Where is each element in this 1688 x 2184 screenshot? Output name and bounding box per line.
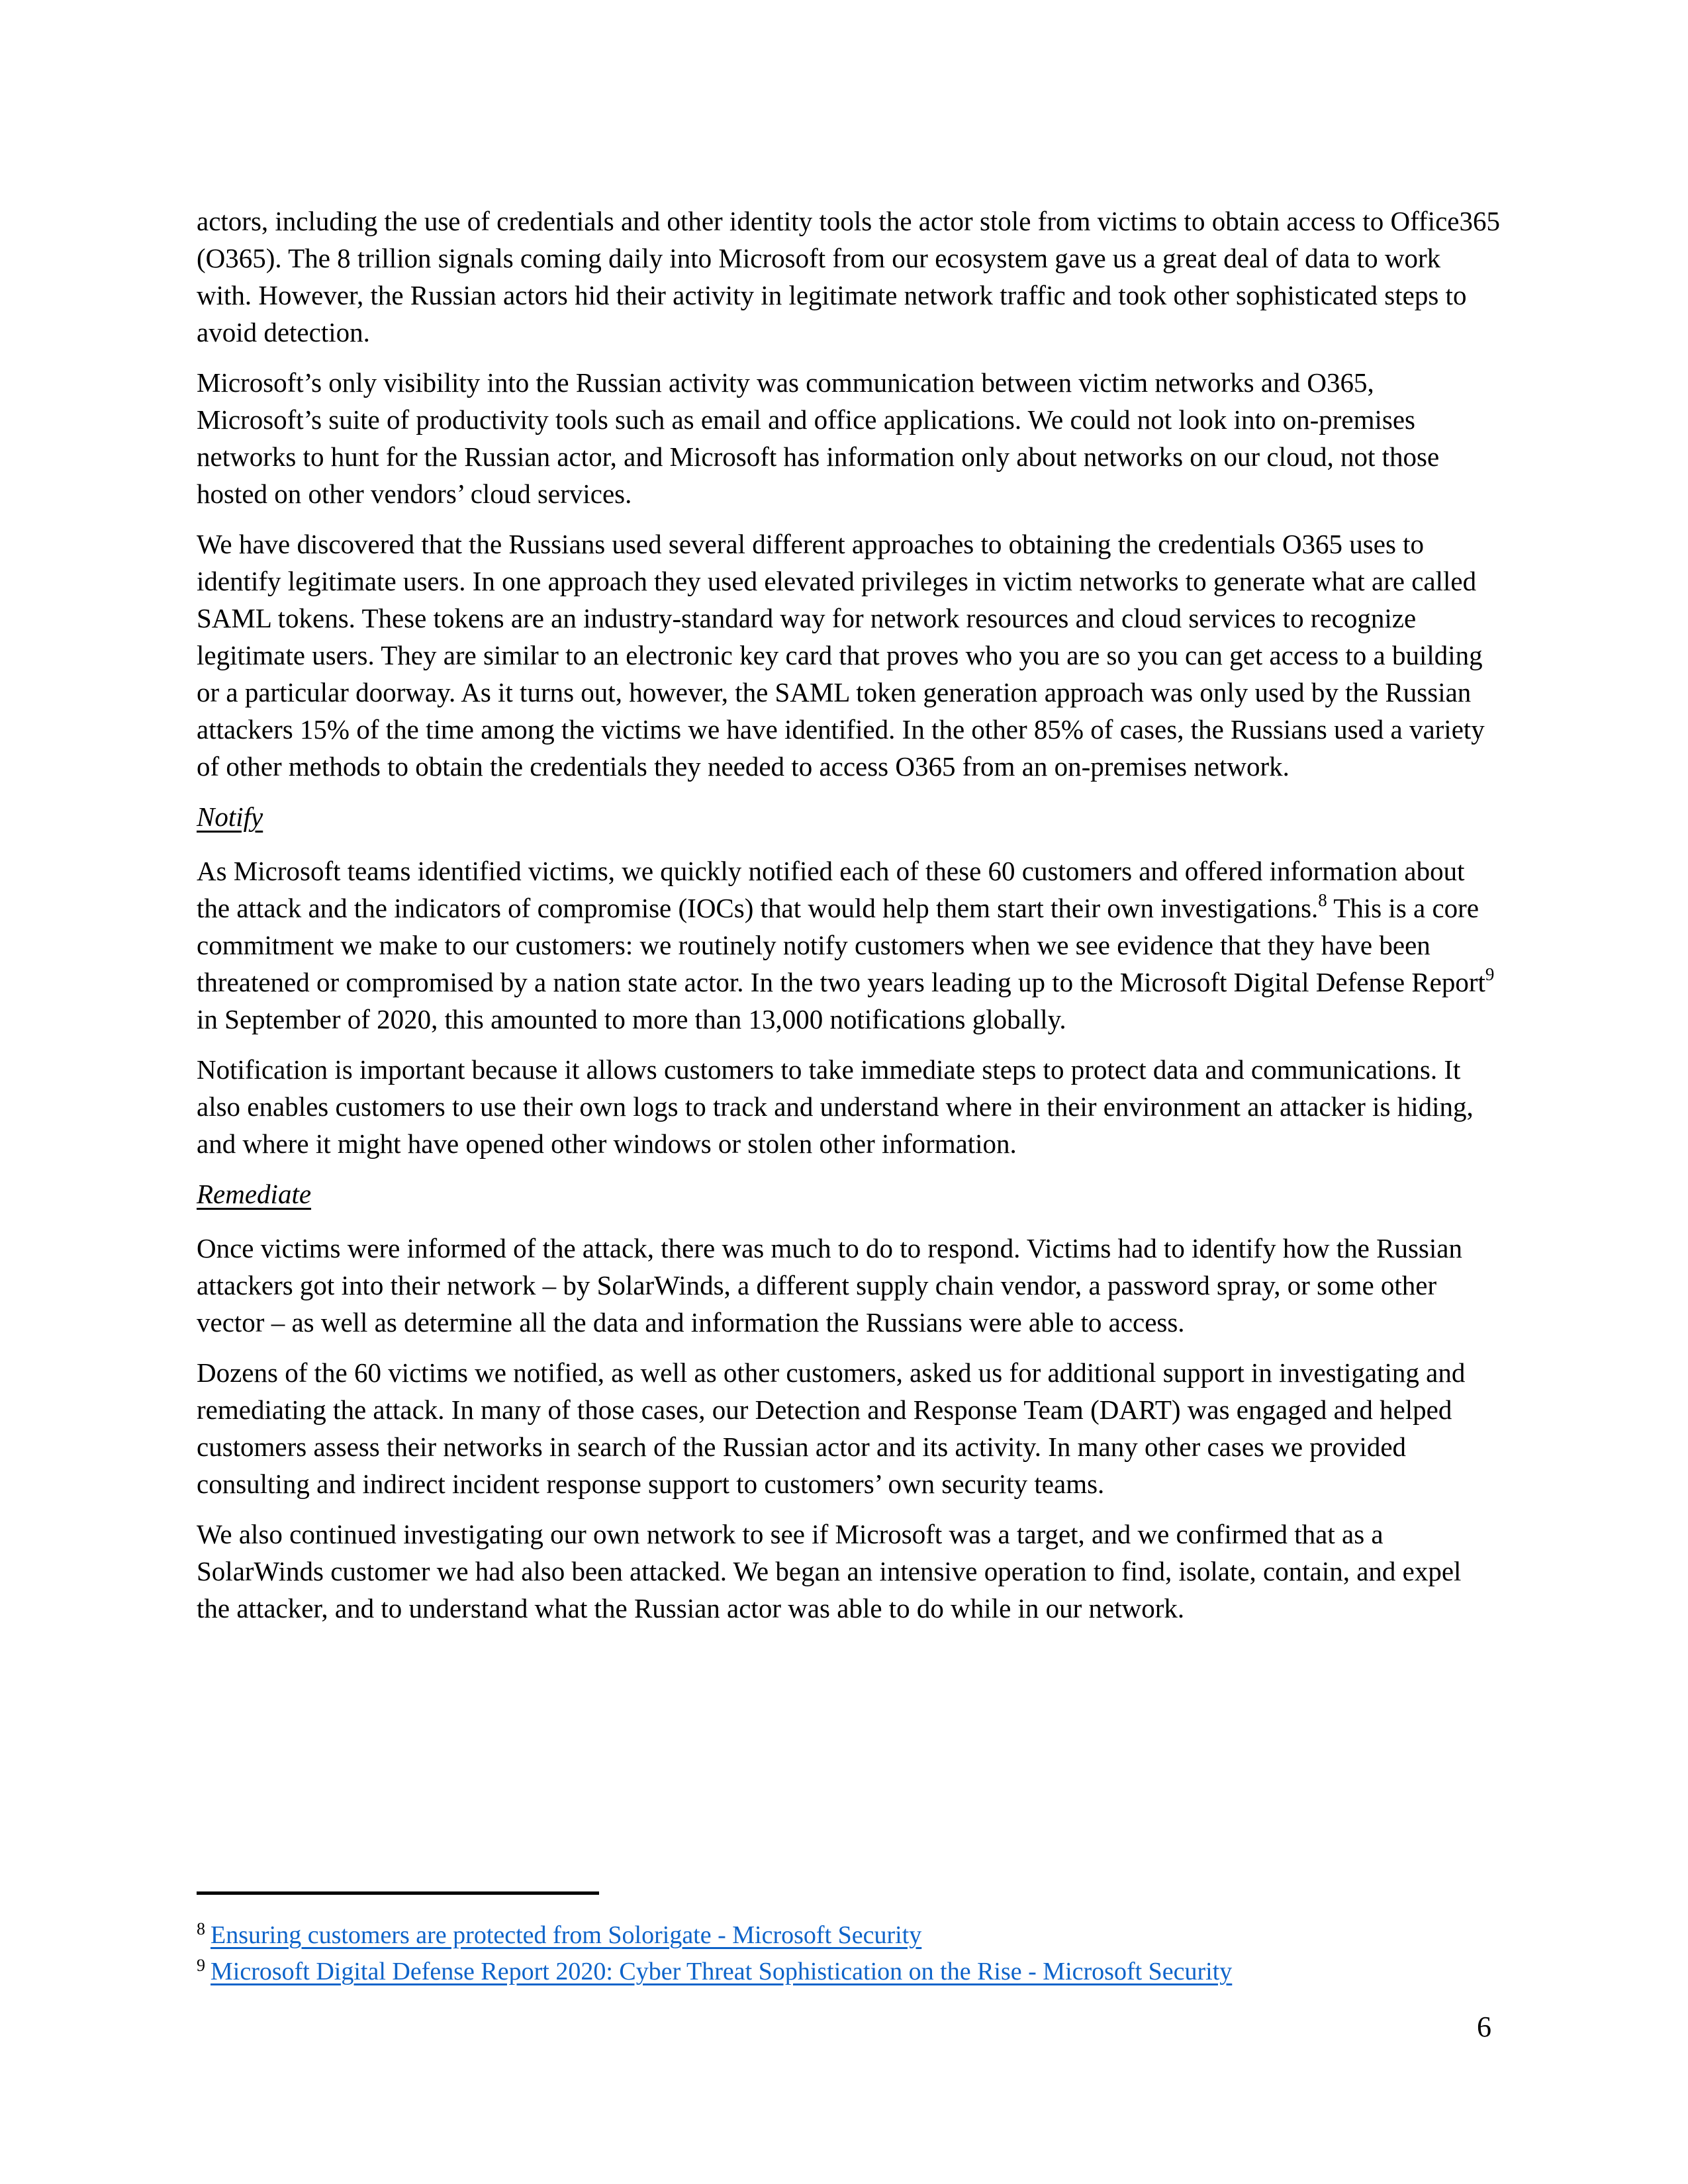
section-heading-text: Remediate: [197, 1179, 312, 1209]
footnotes-section: [197, 1891, 1501, 1990]
body-paragraph: [197, 364, 1501, 512]
paragraph-text: This is a core commitment we make to our customers: we routinely notify customers when we see evidence that they have been threatened or compromised by a nation state actor. In the two years leading up to the Microsoft Digital Defense Report: [197, 893, 1485, 997]
body-paragraph: [197, 1051, 1501, 1162]
paragraph-text: We also continued investigating our own network to see if Microsoft was a target, and we confirmed that as a SolarWinds customer we had also been attacked. We began an intensive operation to find, isolate, contain, and expel the attacker, and to understand what the Russian actor was able to do while in our network.: [197, 1519, 1462, 1623]
footnote-8-marker: 8: [197, 1919, 205, 1938]
section-heading: [197, 798, 1501, 835]
paragraph-text: We have discovered that the Russians used several different approaches to obtaining the credentials O365 uses to identify legitimate users. In one approach they used elevated privileges in victim networks to generate what are called SAML tokens. These tokens are an industry-standard way for network resources and cloud services to recognize legitimate users. They are similar to an electronic key card that proves who you are so you can get access to a building or a particular doorway. As it turns out, however, the SAML token generation approach was only used by the Russian attackers 15% of the time among the victims we have identified. In the other 85% of cases, the Russians used a variety of other methods to obtain the credentials they needed to access O365 from an on-premises network.: [197, 529, 1485, 782]
section-heading-text: Notify: [197, 801, 263, 832]
footnote-8-link[interactable]: Ensuring customers are protected from Solorigate - Microsoft Security: [211, 1921, 922, 1949]
paragraph-text: Once victims were informed of the attack, there was much to do to respond. Victims had to identify how the Russian attackers got into their network – by SolarWinds, a different supply chain vendor, a password spray, or some other vector – as well as determine all the data and information the Russians were able to access.: [197, 1233, 1462, 1338]
paragraph-text: actors, including the use of credentials and other identity tools the actor stole from victims to obtain access to Office365 (O365). The 8 trillion signals coming daily into Microsoft from our ecosystem gave us a great deal of data to work with. However, the Russian actors hid their activity in legitimate network traffic and took other sophisticated steps to avoid detection.: [197, 206, 1500, 347]
body-paragraph: [197, 1516, 1501, 1627]
footnote-9-link[interactable]: Microsoft Digital Defense Report 2020: Cyber Threat Sophistication on the Rise - Microsoft Security: [211, 1958, 1233, 1985]
footnote-reference-9: 9: [1485, 964, 1495, 984]
footnote-9-marker: 9: [197, 1956, 205, 1975]
paragraph-text: in September of 2020, this amounted to more than 13,000 notifications globally.: [197, 1004, 1066, 1034]
body-paragraph: [197, 852, 1501, 1038]
body-paragraph: [197, 525, 1501, 785]
footnote-9: [197, 1954, 1501, 1990]
footnote-8: [197, 1917, 1501, 1954]
body-paragraph: [197, 203, 1501, 351]
body-paragraph: [197, 1230, 1501, 1341]
footnote-reference-8: 8: [1318, 890, 1327, 910]
paragraph-text: Dozens of the 60 victims we notified, as well as other customers, asked us for additional support in investigating and remediating the attack. In many of those cases, our Detection and Response Team (DART) was engaged and helped customers assess their networks in search of the Russian actor and its activity. In many other cases we provided consulting and indirect incident response support to customers’ own security teams.: [197, 1357, 1466, 1499]
section-heading: [197, 1175, 1501, 1212]
page-number: 6: [1477, 2011, 1491, 2043]
paragraph-text: Microsoft’s only visibility into the Russian activity was communication between victim networks and O365, Microsoft’s suite of productivity tools such as email and office applications. We could not look into on-premises networks to hunt for the Russian actor, and Microsoft has information only about networks on our cloud, not those hosted on other vendors’ cloud services.: [197, 367, 1440, 509]
body-paragraph: [197, 1354, 1501, 1502]
footnote-separator: [197, 1891, 599, 1895]
document-body: [197, 203, 1501, 1640]
paragraph-text: Notification is important because it allows customers to take immediate steps to protect data and communications. It also enables customers to use their own logs to track and understand where in their environment an attacker is hiding, and where it might have opened other windows or stolen other information.: [197, 1054, 1474, 1159]
paragraph-text: As Microsoft teams identified victims, we quickly notified each of these 60 customers and offered information about the attack and the indicators of compromise (IOCs) that would help them start their own investigations.: [197, 856, 1465, 923]
